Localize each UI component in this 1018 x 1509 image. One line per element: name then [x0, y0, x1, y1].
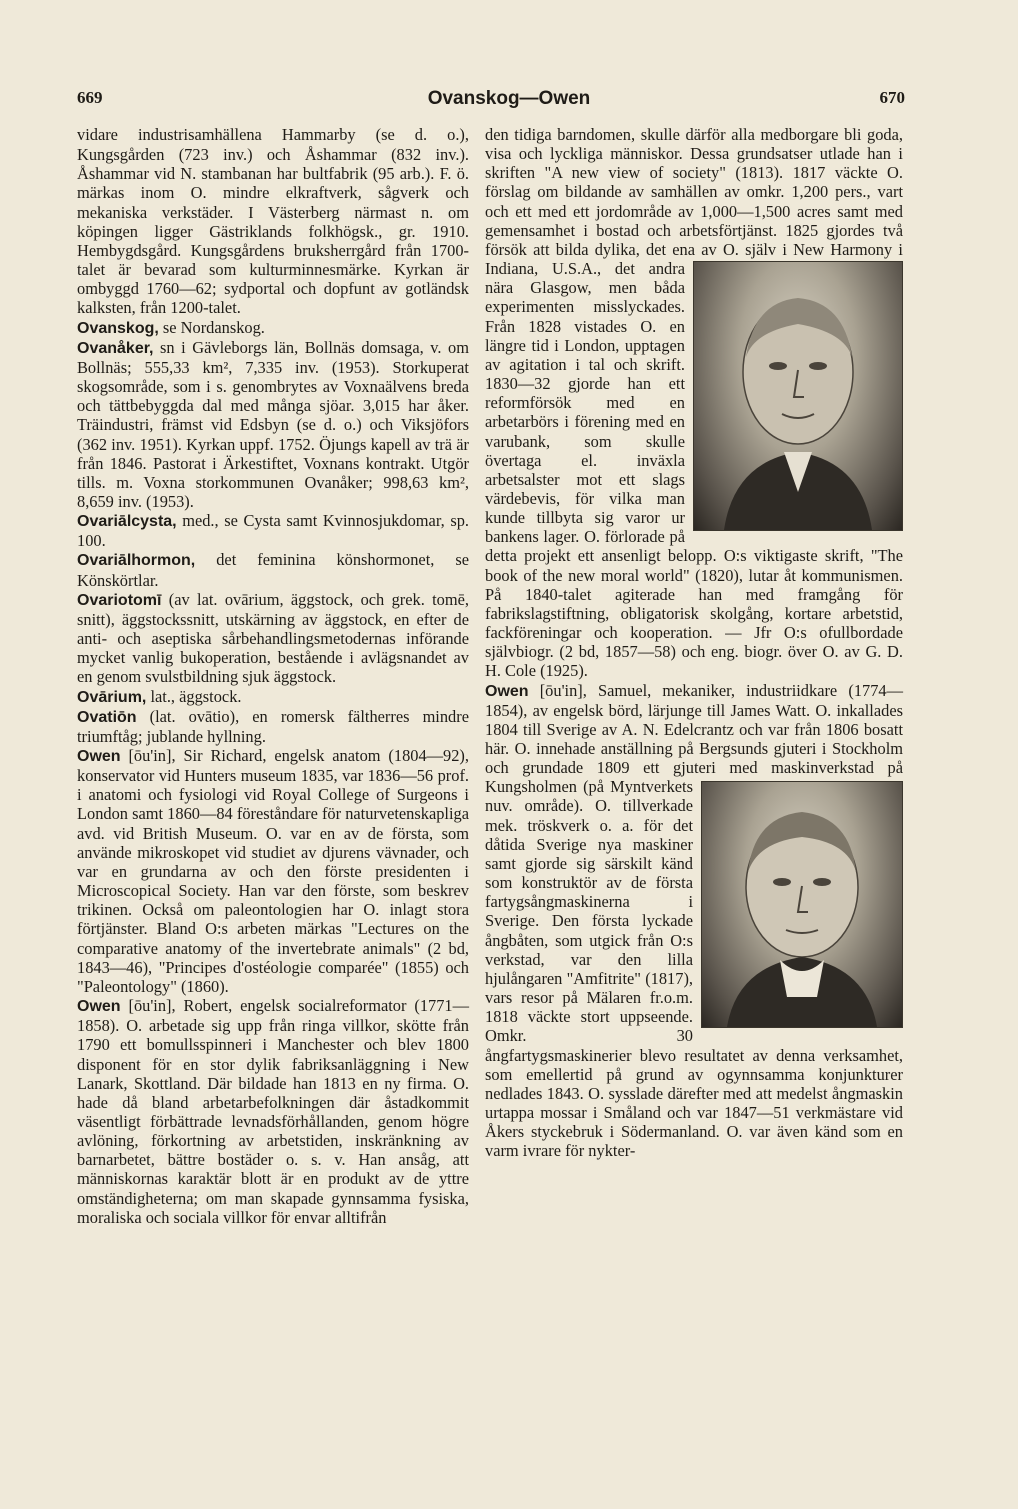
headword: Ovanskog, — [77, 319, 159, 337]
entry-owen-samuel: Owen [ōu'in], Samuel, mekaniker, industriidkare (1774—1854), av engelsk börd, lärjunge till James Watt. O. inkallades 1804 till Sverige av A. N. Edelcrantz och var från 1806 bosatt här. O. innehade anställning på Bergsunds gjuteri i Stockholm och grundade 1809 ett gjuteri med maskinverkstad på Kungsholmen (på Myntverkets nuv. område). O. tillverkade mek. tröskverk o. a. för det dåtida Sverige nya maskiner samt gjorde sig särskilt känd som konstruktör av de första fartygsångmaskinerna i Sverige. Den första lyckade ångbåten, som utgick från O:s verkstad, var den lilla hjulångaren "Amfitrite" (1817), vars resor på Mälaren fr.o.m. 1818 väckte stort uppseende. Omkr. 30 ångfartygsmaskinerier blevo resultatet av denna verksamhet, som emellertid på grund av ogynnsamma konjunkturer nedlades 1843. O. sysslade därefter med att medelst ångmaskin urtappa mossar i Småland och var 1847—51 verkmästare vid Åkers styckebruk i Södermanland. O. var även känd som en varm ivrare för nykter- — [485, 680, 903, 1161]
engraved-portrait-icon — [702, 782, 902, 1027]
portrait-robert-owen — [693, 261, 903, 531]
entry: Ovariālcysta, med., se Cysta samt Kvinnosjukdomar, sp. 100. — [77, 511, 469, 551]
entry: Ovariālhormon, det feminina könshormonet, se Könskörtlar. — [77, 550, 469, 590]
portrait-samuel-owen — [701, 781, 903, 1028]
headword: Ovatiōn — [77, 708, 137, 726]
entry-owen-robert-continued: den tidiga barndomen, skulle därför alla medborgare bli goda, visa och lyckliga människor. Dessa grundsatser utlade han i skriften "A new view of society" (1813). 1817 väckte O. förslag om bildande av samhällen av omkr. 1,200 pers., vart och ett med ett jordområde av 1,000—1,500 acres samt med gemensamhet i bostad och arbetsförtjänst. 1825 gjordes två försök att bilda dylika, det ena av O. själv i New Harmony i Indiana, U.S.A., det andra nära Glasgow, men båda experimenten misslyckades. Från 1828 vistades O. en längre tid i London, upptagen av agitation i tal och skrift. 1830—32 gjorde han ett reformförsök med en arbetarbörs i förening med en varubank, som skulle övertaga el. inväxla arbetsalster mot ett slags värdebevis, för vilka man kunde tillbyta sig varor ur bankens lager. O. förlorade på detta projekt ett ansenligt belopp. O:s viktigaste skrift, "The book of the new moral world" (1820), lutar åt kommunismen. På 1840-talet agiterade han med framgång för fabrikslagstiftning, obligatorisk skolgång, kortare arbetstid, fackföreningar och kooperation. — Jfr O:s ofullbordade självbiogr. (2 bd, 1857—58) och eng. biogr. över O. av G. D. H. Cole (1925). — [485, 125, 903, 681]
entry-owen-richard: Owen [ōu'in], Sir Richard, engelsk anatom (1804—92), konservator vid Hunters museum 1835, var 1836—56 prof. i anatomi och fysiologi vid Royal College of Surgeons i London samt 1860—84 föreståndare för naturvetenskapliga avd. vid British Museum. O. var en av de första, som använde mikroskopet vid studiet av djurens vävnader, och var en grundarna av och den förste presidenten i Microscopical Society. Han var den förste, som beskrev trikinen. Också om paleontologien har O. inlagt stora förtjänster. Bland O:s arbeten märkas "Lectures on the comparative anatomy of the invertebrate animals" (2 bd, 1843—46), "Principes d'ostéologie comparée" (1855) och "Paleontology" (1860). — [77, 746, 469, 996]
entry: Ovārium, lat., äggstock. — [77, 686, 242, 706]
headword: Ovanåker, — [77, 339, 154, 357]
right-column — [485, 125, 903, 1160]
page-number-left: 669 — [77, 88, 103, 107]
running-title: Ovanskog—Owen — [427, 88, 591, 109]
page-number-right: 670 — [879, 88, 905, 107]
entry: Ovanåker, sn i Gävleborgs län, Bollnäs domsaga, v. om Bollnäs; 555,33 km², 7,335 inv. (1953). Storkuperat skogsområde, som i s. genombrytes av Voxnaälvens breda och tättbebyggda dal med många sjöar. 3,015 har åker. Träindustri, främst vid Edsbyn (se d. o.) och Viksjöfors (362 inv. 1951). Kyrkan uppf. 1752. Öjungs kapell av trä är från 1846. Pastorat i Ärkestiftet, Voxnans kontrakt. Utgör tills. m. Voxna storkommunen Ovanåker; 998,63 km², 8,659 inv. (1953). — [77, 337, 469, 511]
headword: Owen — [77, 998, 121, 1016]
headword: Ovariotomī — [77, 591, 162, 609]
entry: Ovariotomī (av lat. ovārium, äggstock, och grek. tomē, snitt), äggstockssnitt, utskärning av äggstock, en efter de anti- och aseptiska sårbehandlingsmetodernas införande mycket vanlig bukoperation, bestående i avlägsnandet av en genom svulstbildning sjuk äggstock. — [77, 589, 469, 687]
entry-owen-robert: Owen [ōu'in], Robert, engelsk socialreformator (1771—1858). O. arbetade sig upp från ringa villkor, skötte från 1790 ett bomullsspinneri i Manchester och blev 1800 disponent för en stor dylik fabriksanläggning i New Lanark, Skottland. Där bildade han 1813 en ny firma. O. hade då bland arbetarbefolkningen där åstadkommit väsentligt förbättrade levnadsförhållanden, genom högre avlöning, förkortning av arbetstiden, inskränkning av barnarbetet, bättre bostäder o. s. v. Han ansåg, att människornas karaktär blott är en produkt av de yttre omständigheterna; om man skapade gynnsamma fysiska, moraliska och sociala villkor för envar alltifrån — [77, 996, 469, 1227]
engraved-portrait-icon — [694, 262, 902, 530]
left-column — [77, 125, 469, 1227]
headword: Ovārium, — [77, 688, 147, 706]
entry: Ovatiōn (lat. ovātio), en romersk fältherres mindre triumftåg; jublande hyllning. — [77, 706, 469, 746]
entry: vidare industrisamhällena Hammarby (se d. o.), Kungsgården (723 inv.) och Åshammar (832 inv.). Åshammar vid N. stambanan har bultfabrik (95 arb.). F. ö. märkas inom O. mindre elkraftverk, sågverk och mekaniska verkstäder. I Västerberg närmast n. om köpingen ligger Gästriklands folkhögsk., gr. 1910. Hembygdsgård. Kungsgårdens bruksherrgård från 1700-talet är bevarad som kulturminnesmärke. Kyrkan är ombyggd 1760—62; sydportal och dopfunt av gotländsk kalksten, från 1200-talet. — [77, 125, 469, 318]
headword: Owen — [485, 682, 529, 700]
headword: Owen — [77, 748, 121, 765]
entry: Ovanskog, se Nordanskog. — [77, 317, 265, 337]
page-header — [0, 88, 1018, 112]
headword: Ovariālhormon, — [77, 552, 196, 570]
headword: Ovariālcysta, — [77, 513, 177, 531]
